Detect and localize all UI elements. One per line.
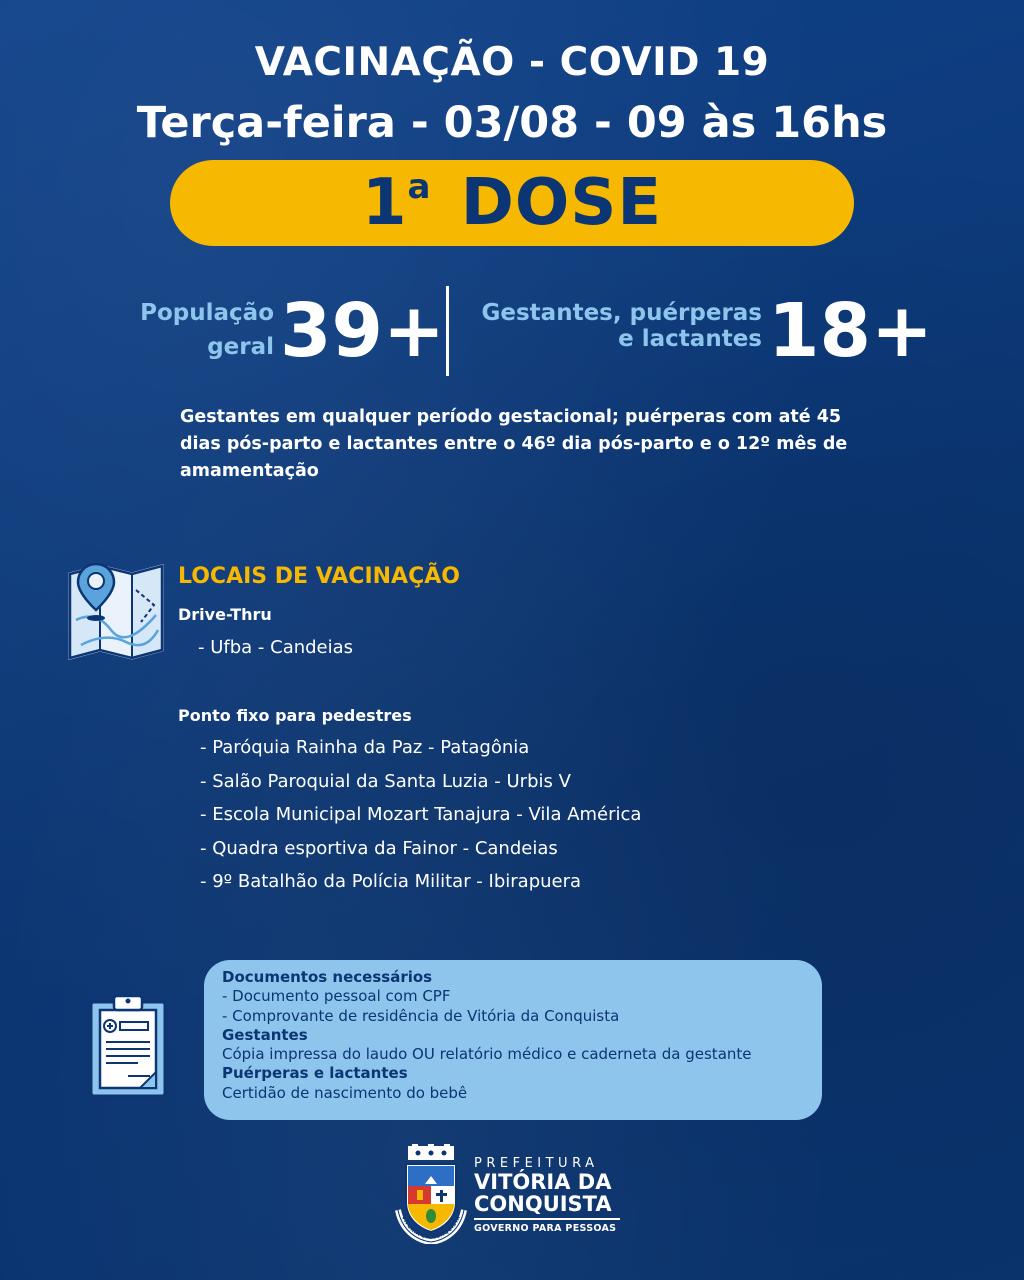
map-pin-icon (66, 560, 166, 662)
pregnant-docs-title: Gestantes (222, 1025, 308, 1044)
postpartum-docs-text: Certidão de nascimento do bebê (222, 1083, 468, 1102)
pregnant-label-line-2: e lactantes (618, 326, 762, 352)
pregnant-docs-text: Cópia impressa do laudo OU relatório médico e caderneta da gestante (222, 1045, 752, 1064)
fixed-points-title: Ponto fixo para pedestres (178, 706, 412, 725)
population-label-line-1: População (140, 300, 274, 326)
brand-divider (474, 1218, 620, 1220)
documents-item: - Documento pessoal com CPF (222, 987, 451, 1006)
list-item: - 9º Batalhão da Polícia Militar - Ibirapuera (200, 871, 582, 892)
population-label (100, 296, 274, 364)
list-item: - Escola Municipal Mozart Tanajura - Vila América (200, 804, 642, 825)
brand-city-line-1: VITÓRIA DA (474, 1170, 612, 1194)
eligibility-description: Gestantes em qualquer período gestacional; puérperas com até 45 dias pós-parto e lactantes entre o 46º dia pós-parto e o 12º mês de amamentação (180, 407, 848, 481)
documents-box (204, 960, 822, 1120)
postpartum-docs-title: Puérperas e lactantes (222, 1064, 408, 1083)
population-label-line-2: geral (207, 334, 274, 360)
dose-label (362, 166, 662, 240)
drive-thru-item: - Ufba - Candeias (198, 637, 354, 658)
pregnant-age: 18+ (768, 288, 933, 374)
dose-number: 1 (361, 166, 408, 240)
population-age: 39+ (280, 288, 445, 374)
locations-title: LOCAIS DE VACINAÇÃO (178, 564, 460, 589)
dose-word: DOSE (460, 166, 663, 240)
campaign-title: VACINAÇÃO - COVID 19 (254, 40, 770, 85)
list-item: - Quadra esportiva da Fainor - Candeias (200, 837, 558, 859)
brand-city-line-2: CONQUISTA (474, 1192, 612, 1216)
fixed-points-list (200, 736, 641, 904)
drive-thru-title: Drive-Thru (178, 605, 272, 624)
list-item: - Paróquia Rainha da Paz - Patagônia (200, 737, 530, 758)
pregnant-label (462, 300, 762, 352)
brand-tagline: GOVERNO PARA PESSOAS (474, 1223, 617, 1234)
documents-item: - Comprovante de residência de Vitória da Conquista (222, 1006, 620, 1025)
brand-city-name (474, 1171, 612, 1215)
city-crest-icon (392, 1144, 470, 1244)
brand-prefeitura: PREFEITURA (474, 1156, 599, 1171)
list-item: - Salão Paroquial da Santa Luzia - Urbis V (200, 770, 571, 792)
documents-title: Documentos necessários (222, 968, 433, 986)
schedule-line: Terça-feira - 03/08 - 09 às 16hs (136, 98, 888, 148)
dose-ordinal: a (407, 167, 432, 207)
clipboard-icon (88, 992, 168, 1100)
dose-banner (170, 160, 854, 246)
group-divider (446, 286, 449, 376)
crest-text: VITÓRIA DA CONQUISTA (400, 1214, 462, 1242)
pregnant-label-line-1: Gestantes, puérperas (481, 300, 762, 326)
